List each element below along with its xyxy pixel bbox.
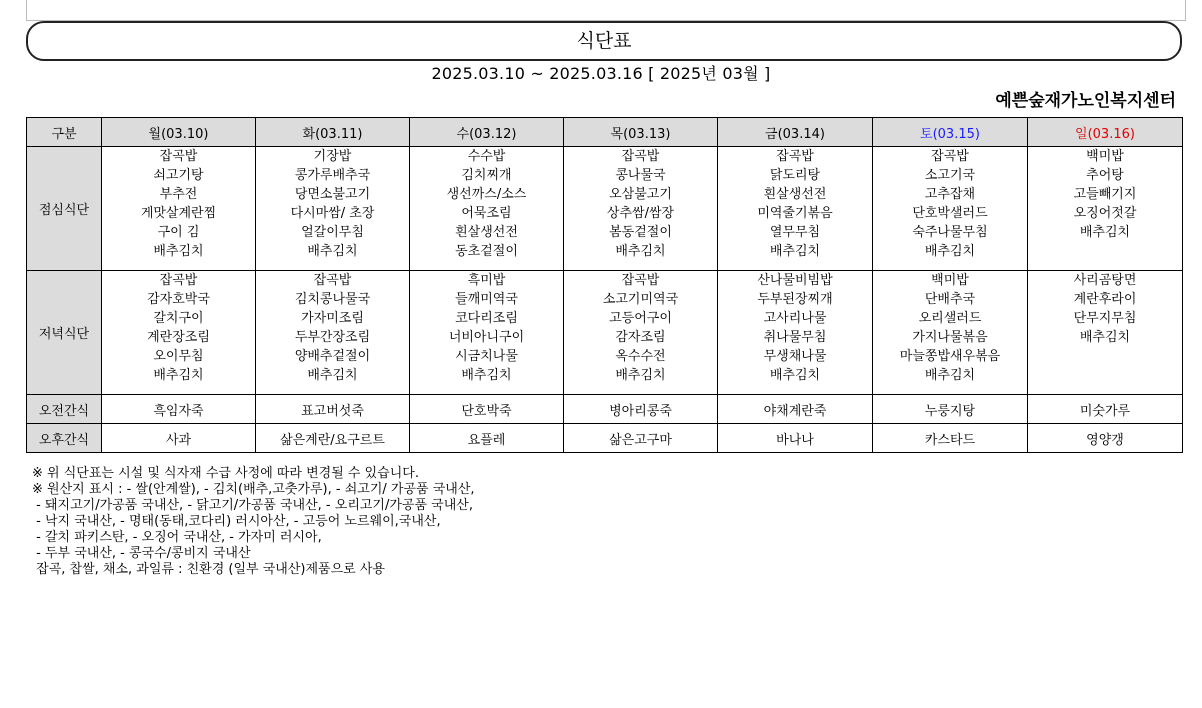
dish-item: 취나물무침 [763,330,827,345]
dish-item: 무생채나물 [763,349,827,364]
note-line: ※ 위 식단표는 시설 및 식자재 수급 사정에 따라 변경될 수 있습니다. [32,466,419,481]
dinner-cell-wed [410,271,564,395]
dish-item: 감자호박국 [147,292,210,307]
day-header-thu: 목(03.13) [564,118,718,147]
dish-item: 쇠고기탕 [153,168,204,183]
row-label-lunch: 점심식단 [27,147,102,271]
dish-item: 소고기국 [924,168,976,183]
pm-snack-cell-wed: 요플레 [410,424,564,453]
header-row [27,118,1183,147]
dish-item: 고사리나물 [763,311,827,326]
dish-item: 계란장조림 [147,330,210,345]
am-snack-cell-mon: 흑임자죽 [102,395,256,424]
am-snack-cell-tue: 표고버섯죽 [256,395,410,424]
dish-item: 배추김치 [1079,225,1131,240]
dish-item: 배추김치 [615,244,666,259]
dish-item: 고등어구이 [609,311,672,326]
dish-item: 어묵조림 [461,206,512,221]
dish-item: 오리샐러드 [918,311,982,326]
lunch-cell-sun [1028,147,1183,271]
note-line: - 낙지 국내산, - 명태(동태,코다리) 러시아산, - 고등어 노르웨이,국내산, [32,514,441,529]
row-label-dinner: 저녁식단 [27,271,102,395]
dish-item: 배추김치 [615,368,666,383]
pm-snack-row [27,424,1183,453]
dish-item: 다시마쌈/ 초장 [290,206,375,221]
day-header-wed: 수(03.12) [410,118,564,147]
dish-item: 닭도리탕 [769,168,821,183]
page-title: 식단표 [26,21,1182,61]
note-line: ※ 원산지 표시 : - 쌀(안계쌀), - 김치(배추,고춧가루), - 쇠고기/ 가공품 국내산, [32,482,475,497]
dish-item: 단호박샐러드 [912,206,988,221]
pm-snack-cell-mon: 사과 [102,424,256,453]
lunch-cell-tue [256,147,410,271]
pm-snack-cell-thu: 삶은고구마 [564,424,718,453]
dinner-cell-mon [102,271,256,395]
day-header-sun: 일(03.16) [1028,118,1183,147]
dish-item: 잡곡밥 [931,149,969,164]
organization-name: 예쁜숲재가노인복지센터 [995,91,1176,111]
pm-snack-cell-sun: 영양갱 [1028,424,1183,453]
dish-item: 갈치구이 [153,311,204,326]
row-label-pm-snack: 오후간식 [27,424,102,453]
dish-item: 기장밥 [313,149,352,164]
dish-item: 들깨미역국 [455,292,518,307]
dish-item: 사리곰탕면 [1073,273,1137,288]
dish-item: 배추김치 [769,368,821,383]
day-header-sat: 토(03.15) [873,118,1028,147]
am-snack-cell-fri: 야채계란죽 [718,395,873,424]
dish-item: 배추김치 [769,244,821,259]
dish-item: 구이 김 [157,225,200,240]
dish-item: 잡곡밥 [776,149,814,164]
dish-item: 배추김치 [924,244,976,259]
dish-item: 콩가루배추국 [294,168,371,183]
dish-item: 감자조림 [615,330,666,345]
dish-item: 코다리조림 [455,311,518,326]
date-range: 2025.03.10 ~ 2025.03.16 [ 2025년 03월 ] [431,64,771,83]
dinner-cell-sat [873,271,1028,395]
am-snack-cell-thu: 병아리콩죽 [564,395,718,424]
dinner-cell-sun [1028,271,1183,395]
dish-item: 흰살생선전 [455,225,518,240]
dish-item: 백미밥 [931,273,969,288]
day-header-fri: 금(03.14) [718,118,873,147]
am-snack-cell-sat: 누룽지탕 [873,395,1028,424]
dish-item: 김치콩나물국 [294,292,371,307]
lunch-cell-sat [873,147,1028,271]
dish-item: 마늘쫑밥새우볶음 [899,349,1001,364]
lunch-cell-wed [410,147,564,271]
dinner-cell-thu [564,271,718,395]
dish-item: 잡곡밥 [313,273,352,288]
dish-item: 잡곡밥 [621,273,660,288]
dish-item: 배추김치 [461,368,512,383]
dinner-row [27,271,1183,395]
dish-item: 가자미조림 [301,311,364,326]
dish-item: 게맛살계란찜 [140,206,217,221]
am-snack-row [27,395,1183,424]
dish-item: 배추김치 [924,368,976,383]
am-snack-cell-wed: 단호박죽 [410,395,564,424]
dish-item: 수수밥 [467,149,506,164]
menu-table [26,117,1183,453]
dish-item: 잡곡밥 [159,273,198,288]
dish-item: 오이무침 [153,349,204,364]
pm-snack-cell-tue: 삶은계란/요구르트 [256,424,410,453]
dish-item: 배추김치 [1079,330,1131,345]
notes-section [32,466,475,578]
dish-item: 가지나물볶음 [912,330,988,345]
note-line: - 갈치 파키스탄, - 오징어 국내산, - 가자미 러시아, [32,530,322,545]
dish-item: 두부된장찌개 [757,292,833,307]
dish-item: 단배추국 [924,292,976,307]
dish-item: 잡곡밥 [621,149,660,164]
dish-item: 콩나물국 [615,168,666,183]
dinner-cell-fri [718,271,873,395]
day-header-mon: 월(03.10) [102,118,256,147]
dish-item: 계란후라이 [1073,292,1137,307]
dish-item: 양배추겉절이 [294,349,371,364]
dish-item: 생선까스/소스 [446,187,527,202]
dish-item: 고추잡채 [924,187,976,202]
dish-item: 흰살생선전 [763,187,827,202]
dish-item: 산나물비빔밥 [757,273,833,288]
dish-item: 단무지무침 [1073,311,1137,326]
dish-item: 오징어젓갈 [1073,206,1137,221]
dinner-cell-tue [256,271,410,395]
dish-item: 당면소불고기 [294,187,371,202]
dish-item: 배추김치 [307,368,358,383]
dish-item: 동초겉절이 [455,244,518,259]
page-edge [26,0,1186,21]
dish-item: 오삼불고기 [609,187,672,202]
dish-item: 추어탕 [1086,168,1124,183]
pm-snack-cell-sat: 카스타드 [873,424,1028,453]
lunch-cell-mon [102,147,256,271]
am-snack-cell-sun: 미숫가루 [1028,395,1183,424]
dish-item: 부추전 [159,187,198,202]
lunch-row [27,147,1183,271]
dish-item: 숙주나물무침 [912,225,988,240]
lunch-cell-thu [564,147,718,271]
dish-item: 얼갈이무침 [301,225,364,240]
dish-item: 백미밥 [1086,149,1124,164]
dish-item: 배추김치 [153,368,204,383]
dish-item: 시금치나물 [455,349,518,364]
dish-item: 상추쌈/쌈장 [606,206,675,221]
day-header-tue: 화(03.11) [256,118,410,147]
header-label: 구분 [27,118,102,147]
pm-snack-cell-fri: 바나나 [718,424,873,453]
dish-item: 미역줄기볶음 [757,206,833,221]
dish-item: 배추김치 [153,244,204,259]
dish-item: 잡곡밥 [159,149,198,164]
dish-item: 배추김치 [307,244,358,259]
dish-item: 두부간장조림 [294,330,371,345]
dish-item: 열무무침 [769,225,821,240]
dish-item: 흑미밥 [467,273,506,288]
note-line: - 돼지고기/가공품 국내산, - 닭고기/가공품 국내산, - 오리고기/가공품 국내산, [32,498,473,513]
row-label-am-snack: 오전간식 [27,395,102,424]
dish-item: 김치찌개 [461,168,512,183]
dish-item: 옥수수전 [615,349,666,364]
dish-item: 소고기미역국 [602,292,679,307]
dish-item: 고들빼기지 [1073,187,1137,202]
note-line: - 두부 국내산, - 콩국수/콩비지 국내산 [32,546,251,561]
note-line: 잡곡, 찹쌀, 채소, 과일류 : 친환경 (일부 국내산)제품으로 사용 [32,562,385,577]
dish-item: 봄동겉절이 [609,225,672,240]
lunch-cell-fri [718,147,873,271]
dish-item: 너비아니구이 [448,330,525,345]
